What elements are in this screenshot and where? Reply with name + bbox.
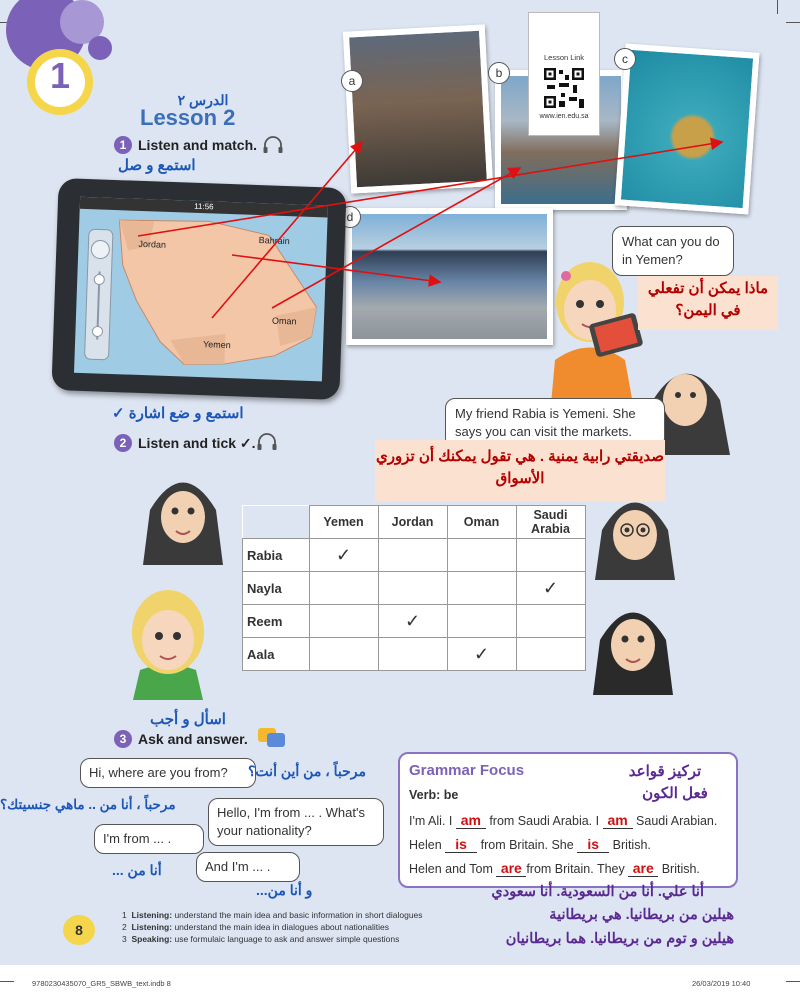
exercise-3-label: Ask and answer. (138, 731, 248, 747)
print-slug (0, 965, 800, 1005)
outcome-number: 2 (122, 922, 127, 932)
tick-cell[interactable] (378, 638, 447, 671)
tick-cell[interactable] (378, 539, 447, 572)
map-label-jordan: Jordan (138, 238, 167, 250)
arrow-jordan-to-c (138, 142, 722, 236)
tick-cell[interactable] (447, 605, 516, 638)
arrow-oman-to-b (272, 168, 520, 308)
unit-number: 1 (49, 55, 71, 96)
table-row (243, 605, 586, 638)
column-header: Oman (447, 506, 516, 539)
lesson-link-label: Lesson Link (543, 53, 585, 62)
table-row (243, 539, 586, 572)
exercise-2-arabic: استمع و ضع اشارة ✓ (112, 405, 244, 422)
reem-portrait (588, 585, 678, 695)
tick-cell[interactable] (447, 539, 516, 572)
outcome-text: use formulaic language to ask and answer simple questions (174, 934, 400, 944)
row-name: Aala (243, 638, 310, 671)
bubble-nationality: Hello, I'm from ... . What's your nationality? (208, 798, 384, 846)
grammar-line-3 (409, 860, 700, 877)
print-file-name: 9780230435070_GR5_SBWB_text.indb 8 (32, 979, 171, 988)
photo-c-tag: c (614, 48, 636, 70)
girl-speech-bubble: What can you do in Yemen? (612, 226, 734, 276)
grammar-title: Grammar Focus (409, 762, 525, 779)
row-name: Reem (243, 605, 310, 638)
outcome-skill: Listening: (131, 910, 173, 920)
column-header: Jordan (378, 506, 447, 539)
tick-cell[interactable]: ✓ (378, 605, 447, 638)
exercise-1-number: 1 (114, 136, 132, 154)
answer-blank[interactable]: is (445, 836, 477, 853)
grammar-text: Helen (409, 838, 446, 852)
woman-speech-arabic: صديقتي رابية يمنية . هي تقول يمكنك أن تزوري الأسواق (375, 440, 665, 502)
map-label-yemen: Yemen (202, 339, 231, 351)
bubble-where-from-arabic: مرحباً ، من أين أنت؟ (248, 763, 367, 779)
column-header: Yemen (309, 506, 378, 539)
photo-a-tag: a (341, 70, 363, 92)
lesson-title-arabic: الدرس ٢ (177, 92, 229, 108)
row-name: Rabia (243, 539, 310, 572)
table-row (243, 572, 586, 605)
exercise-3-number: 3 (114, 730, 132, 748)
girl-speech-arabic: ماذا يمكن أن تفعلي في اليمن؟ (638, 276, 778, 330)
grammar-subtitle: Verb: be (409, 788, 459, 802)
column-header: Saudi Arabia (516, 506, 585, 539)
rabia-portrait (138, 455, 228, 565)
photo-b-tag: b (488, 62, 510, 84)
tick-cell[interactable] (378, 572, 447, 605)
exercise-2-number: 2 (114, 434, 132, 452)
tablet-clock: 11:56 (80, 197, 328, 218)
table-row (243, 638, 586, 671)
arrow-yemen-to-a (212, 142, 362, 318)
print-date: 26/03/2019 10:40 (692, 979, 751, 988)
grammar-text: from Britain. They (526, 862, 629, 876)
speech-bubbles-icon (258, 726, 286, 750)
tick-cell[interactable]: ✓ (447, 638, 516, 671)
tick-cell[interactable] (309, 638, 378, 671)
aala-portrait (118, 580, 218, 700)
outcome-text: understand the main idea in dialogues about nationalities (174, 922, 389, 932)
page-number: 8 (63, 915, 95, 945)
arrow-bahrain-to-d (232, 255, 440, 282)
outcome-skill: Listening: (131, 922, 173, 932)
map-label-oman: Oman (271, 315, 297, 327)
answer-blank[interactable]: are (496, 860, 526, 877)
row-name: Nayla (243, 572, 310, 605)
grammar-arabic-line-3: هيلين و توم من بريطانيا. هما بريطانيان (505, 931, 734, 947)
grammar-text: from Saudi Arabia. I (485, 814, 603, 828)
outcome-text: understand the main idea and basic information in short dialogues (174, 910, 423, 920)
tick-table (242, 505, 586, 671)
tick-cell[interactable] (309, 605, 378, 638)
grammar-text: from Britain. She (477, 838, 578, 852)
nayla-portrait (590, 480, 680, 580)
map-label-bahrain: Bahrain (258, 235, 290, 247)
table-header-row (243, 506, 586, 539)
outcome-2 (122, 922, 389, 932)
outcome-number: 1 (122, 910, 127, 920)
tick-cell[interactable] (516, 638, 585, 671)
outcome-1 (122, 910, 423, 920)
crop-mark (786, 981, 800, 982)
grammar-text: I'm Ali. I (409, 814, 456, 828)
headphones-icon[interactable] (256, 432, 278, 452)
tick-cell[interactable]: ✓ (309, 539, 378, 572)
exercise-1-arabic: استمع و صل (118, 157, 196, 174)
answer-blank[interactable]: am (603, 812, 633, 829)
grammar-text: Helen and Tom (409, 862, 497, 876)
crop-mark (0, 981, 14, 982)
grammar-line-1 (409, 812, 717, 829)
outcome-skill: Speaking: (131, 934, 173, 944)
woman-speech-bubble: My friend Rabia is Yemeni. She says you can visit the markets. (445, 398, 665, 448)
grammar-text: British. (658, 862, 700, 876)
bubble-and-im-arabic: و أنا من... (256, 882, 313, 898)
exercise-2-label: Listen and tick ✓. (138, 435, 256, 451)
grammar-arabic-title: تركيز قواعد (628, 763, 702, 780)
answer-blank[interactable]: is (577, 836, 609, 853)
exercise-1-label: Listen and match. (138, 137, 258, 153)
tick-cell[interactable] (516, 539, 585, 572)
answer-blank[interactable]: are (628, 860, 658, 877)
grammar-text: British. (609, 838, 651, 852)
grammar-line-2 (409, 836, 651, 853)
grammar-arabic-subtitle: فعل الكون (642, 785, 708, 802)
lesson-title: Lesson 2 (140, 105, 236, 130)
bubble-im-from-arabic: أنا من ... (112, 862, 162, 878)
tick-cell[interactable] (309, 572, 378, 605)
photo-d-tag: d (339, 206, 361, 228)
bubble-im-from: I'm from ... . (94, 824, 204, 854)
bubble-nationality-arabic: مرحباً ، أنا من .. ماهي جنسيتك؟ (0, 797, 176, 812)
grammar-arabic-line-1: أنا علي. أنا من السعودية. أنا سعودي (491, 884, 704, 900)
grammar-text: Saudi Arabian. (632, 814, 718, 828)
lesson-link-url[interactable]: www.ien.edu.sa (539, 113, 589, 120)
tick-cell[interactable] (447, 572, 516, 605)
bubble-and-im: And I'm ... . (196, 852, 300, 882)
outcome-3 (122, 934, 399, 944)
grammar-arabic-line-2: هيلين من بريطانيا. هي بريطانية (549, 907, 734, 923)
answer-blank[interactable]: am (456, 812, 486, 829)
tick-cell[interactable]: ✓ (516, 572, 585, 605)
tick-cell[interactable] (516, 605, 585, 638)
exercise-3-arabic: اسأل و أجب (150, 711, 226, 728)
outcome-number: 3 (122, 934, 127, 944)
bubble-where-from: Hi, where are you from? (80, 758, 256, 788)
